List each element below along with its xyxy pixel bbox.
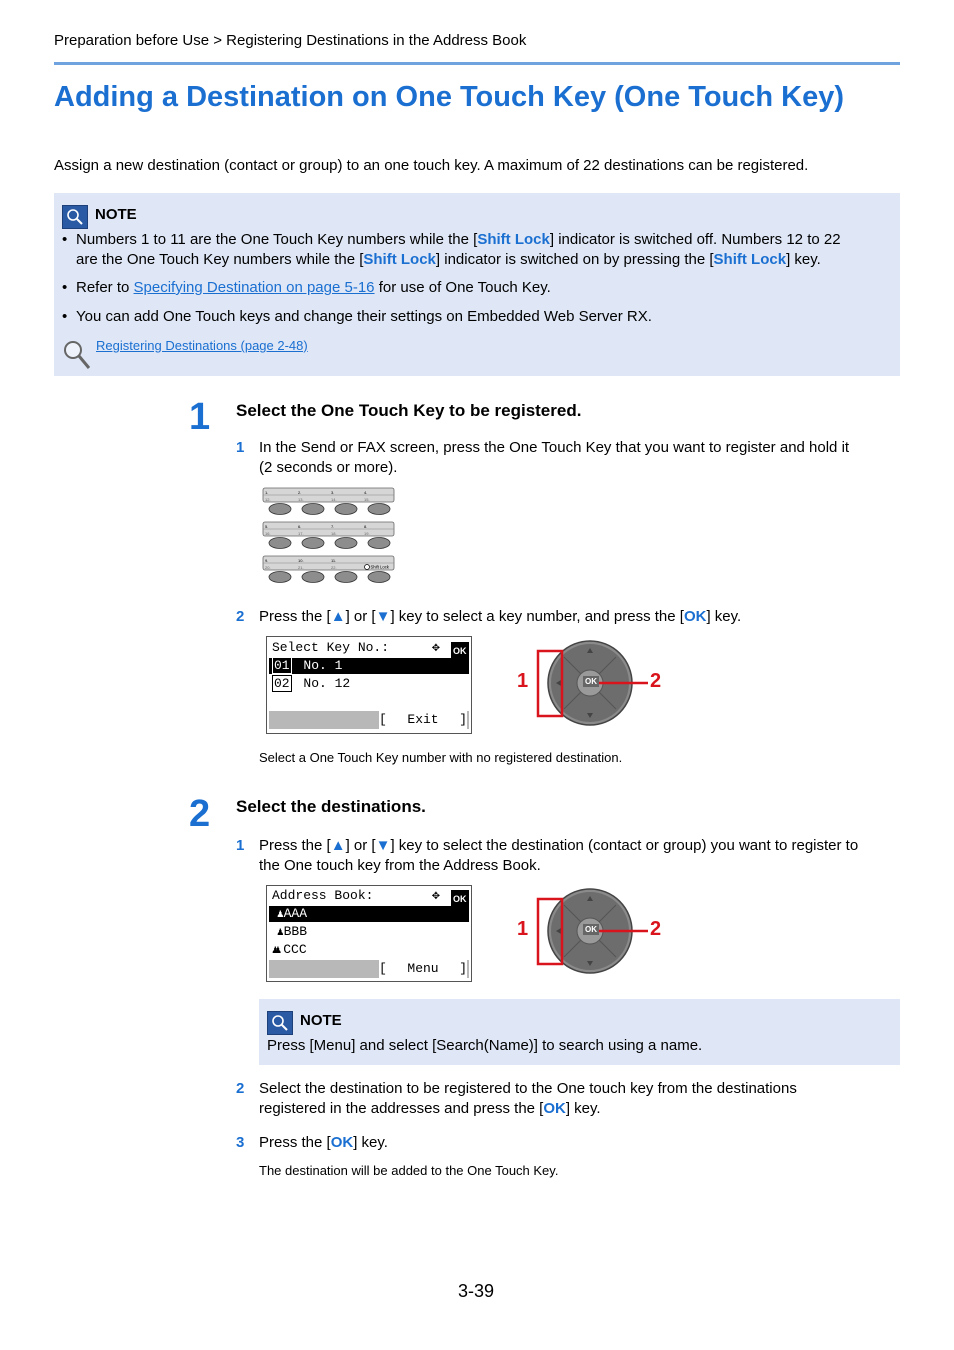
ok-key: OK [543,1100,566,1117]
substep-text-part: Press the [ [259,837,331,854]
dial-ok-key: OK [585,925,597,934]
step-2-title: Select the destinations. [236,797,426,816]
bullet: • [62,231,68,248]
address-row-selected[interactable] [269,906,469,922]
magnifier-icon [62,339,92,371]
panel-screen-select-key [266,636,472,734]
key-number-label-shift: 17. [298,531,304,536]
ok-key: OK [683,608,707,625]
four-way-arrow-icon: ✥ [432,888,440,903]
page-title: Adding a Destination on One Touch Key (One Touch Key) [54,81,845,113]
one-touch-key-button [368,504,390,515]
key-number-label-shift: 20. [265,565,271,570]
substep-number: 3 [236,1134,245,1151]
bracket-left: [ [379,712,387,727]
substep-text-part: ] or [ [345,837,376,854]
ok-badge: OK [451,890,469,908]
note-text: ] key. [786,251,821,268]
step-2-caption: The destination will be added to the One Touch Key. [259,1163,559,1178]
one-touch-key-button [302,572,324,583]
exit-softkey[interactable] [379,711,467,729]
substep-text [259,438,899,478]
shift-lock-keyword: Shift Lock [477,231,550,248]
substep-number: 2 [236,1080,245,1097]
down-arrow-key: ▼ [375,608,391,625]
note-text: are the One Touch Key numbers while the [ [76,251,364,268]
substep-text [259,1133,388,1153]
dial-ok-key: OK [585,677,597,686]
bracket-right: ] [459,961,467,976]
step-1-number: 1 [189,396,211,438]
note-title: NOTE [95,206,137,223]
contact-icon: ♟ [277,927,284,939]
note-title: NOTE [300,1012,342,1029]
key-label: No. 12 [303,676,351,691]
substep-line: In the Send or FAX screen, press the One Touch Key that you want to register and hold it [259,439,850,456]
one-touch-key-button [368,538,390,549]
four-way-arrow-icon: ✥ [432,640,440,655]
substep-number: 1 [236,837,245,854]
bullet: • [62,308,68,325]
substep-text-part: ] key. [353,1134,388,1151]
navigation-dial-2 [512,888,672,978]
step-2-number: 2 [189,793,211,835]
substep-number: 2 [236,608,245,625]
substep-text-part: Press the [ [259,608,331,625]
key-number-label-shift: 19. [364,531,370,536]
substep-line: (2 seconds or more). [259,459,398,476]
address-row[interactable] [269,924,469,940]
callout-2: 2 [650,918,662,940]
step-1-caption: Select a One Touch Key number with no registered destination. [259,750,623,765]
down-arrow-key: ▼ [375,837,391,854]
bracket-right: ] [459,712,467,727]
intro-text: Assign a new destination (contact or group) to an one touch key. A maximum of 22 destinations can be registered. [54,157,809,174]
contact-icon: ♟ [277,909,284,921]
ok-badge: OK [451,642,469,660]
panel-screen-address-book [266,885,472,982]
note-icon [62,205,88,229]
key-number-label-shift: 16. [265,531,271,536]
note-text: Refer to [76,279,134,296]
up-arrow-key: ▲ [330,837,346,854]
note-item-refer [62,278,896,298]
note-text: ] indicator is switched off. Numbers 12 to 22 [549,231,841,248]
key-number-label-shift: 21. [298,565,304,570]
one-touch-key-button [335,572,357,583]
one-touch-keypad [262,487,396,587]
one-touch-key-button [269,504,291,515]
breadcrumb: Preparation before Use > Registering Destinations in the Address Book [54,32,527,49]
one-touch-key-button [368,572,390,583]
substep-text-part: ] key to select the destination (contact or group) you want to register to [390,837,859,854]
screen-header-text: Select Key No.: [272,640,390,655]
screen-header [269,640,469,656]
note-item-web-server [62,307,896,327]
note-box [54,193,900,376]
key-number-label: 7. [331,524,335,529]
key-number-label: 6. [298,524,302,529]
key-number-label: 4. [364,490,368,495]
one-touch-key-button [302,538,324,549]
substep-text [259,607,741,627]
screen-row-selected[interactable] [269,658,469,674]
key-number-label: 3. [331,490,335,495]
one-touch-key-button [269,572,291,583]
callout-1: 1 [517,670,529,692]
callout-1: 1 [517,918,529,940]
address-row[interactable] [269,942,469,958]
key-number-label: 2. [298,490,302,495]
menu-softkey[interactable] [379,960,467,978]
substep-text-part: ] or [ [345,608,376,625]
screen-header-text: Address Book: [272,888,374,903]
substep-line: Select the destination to be registered to the One touch key from the destinations [259,1080,797,1097]
shift-lock-label: Shift Lock [370,564,389,570]
key-number-label: 8. [364,524,368,529]
one-touch-key-button [335,504,357,515]
substep-text-part: ] key. [565,1100,601,1117]
substep-text [259,1079,899,1119]
menu-softkey-label: Menu [407,961,439,976]
shift-lock-keyword: Shift Lock [713,251,787,268]
substep-text-part: ] key. [706,608,742,625]
group-name: CCC [283,942,307,957]
header-rule [54,62,900,65]
shift-lock-indicator [365,565,370,570]
navigation-dial-1 [512,640,672,730]
key-number-label-shift: 18. [331,531,337,536]
substep-text-part: Press the [ [259,1134,331,1151]
key-number-label-shift: 22. [331,565,337,570]
specifying-destination-link[interactable]: Specifying Destination on page 5-16 [133,279,375,296]
note-text: You can add One Touch keys and change their settings on Embedded Web Server RX. [76,308,652,325]
contact-name: AAA [283,906,308,921]
note-box-search [259,999,900,1065]
key-label: No. 1 [303,658,343,673]
ok-key: OK [330,1134,354,1151]
note-text: ] indicator is switched on by pressing the [ [435,251,714,268]
bullet: • [62,279,68,296]
substep-line: the One touch key from the Address Book. [259,857,541,874]
key-number-label: 1. [265,490,269,495]
key-number-label: 10. [298,558,304,563]
key-number-label-shift: 14. [331,497,337,502]
key-number-label-shift: 13. [298,497,304,502]
key-number-label: 9. [265,558,269,563]
registering-destinations-link[interactable]: Registering Destinations (page 2-48) [96,338,308,353]
bracket-left: [ [379,961,387,976]
screen-header [269,888,469,904]
step-1-title: Select the One Touch Key to be registered. [236,401,582,420]
key-code: 01 [274,658,290,673]
substep-text [259,836,899,876]
substep-text-part: registered in the addresses and press the [ [259,1100,544,1117]
substep-number: 1 [236,439,245,456]
note-item-shift-lock [62,230,896,270]
note-text: for use of One Touch Key. [374,279,551,296]
key-number-label: 5. [265,524,269,529]
shift-lock-keyword: Shift Lock [363,251,436,268]
key-code: 02 [274,676,290,691]
one-touch-key-button [335,538,357,549]
callout-2: 2 [650,670,662,692]
screen-row[interactable] [269,676,469,692]
key-number-label-shift: 12. [265,497,271,502]
note-text: Press [Menu] and select [Search(Name)] to search using a name. [267,1037,703,1054]
key-number-label-shift: 15. [364,497,370,502]
one-touch-key-button [269,538,291,549]
exit-softkey-label: Exit [407,712,439,727]
note-text: Numbers 1 to 11 are the One Touch Key numbers while the [ [76,231,478,248]
page-number: 3-39 [458,1281,495,1301]
contact-name: BBB [283,924,308,939]
substep-text-part: ] key to select a key number, and press the [ [390,608,684,625]
one-touch-key-button [302,504,324,515]
group-icon: ♟♟ [272,945,278,957]
keypad-graphic [262,487,396,587]
up-arrow-key: ▲ [330,608,346,625]
note-icon [267,1011,293,1035]
key-number-label: 11. [331,558,337,563]
